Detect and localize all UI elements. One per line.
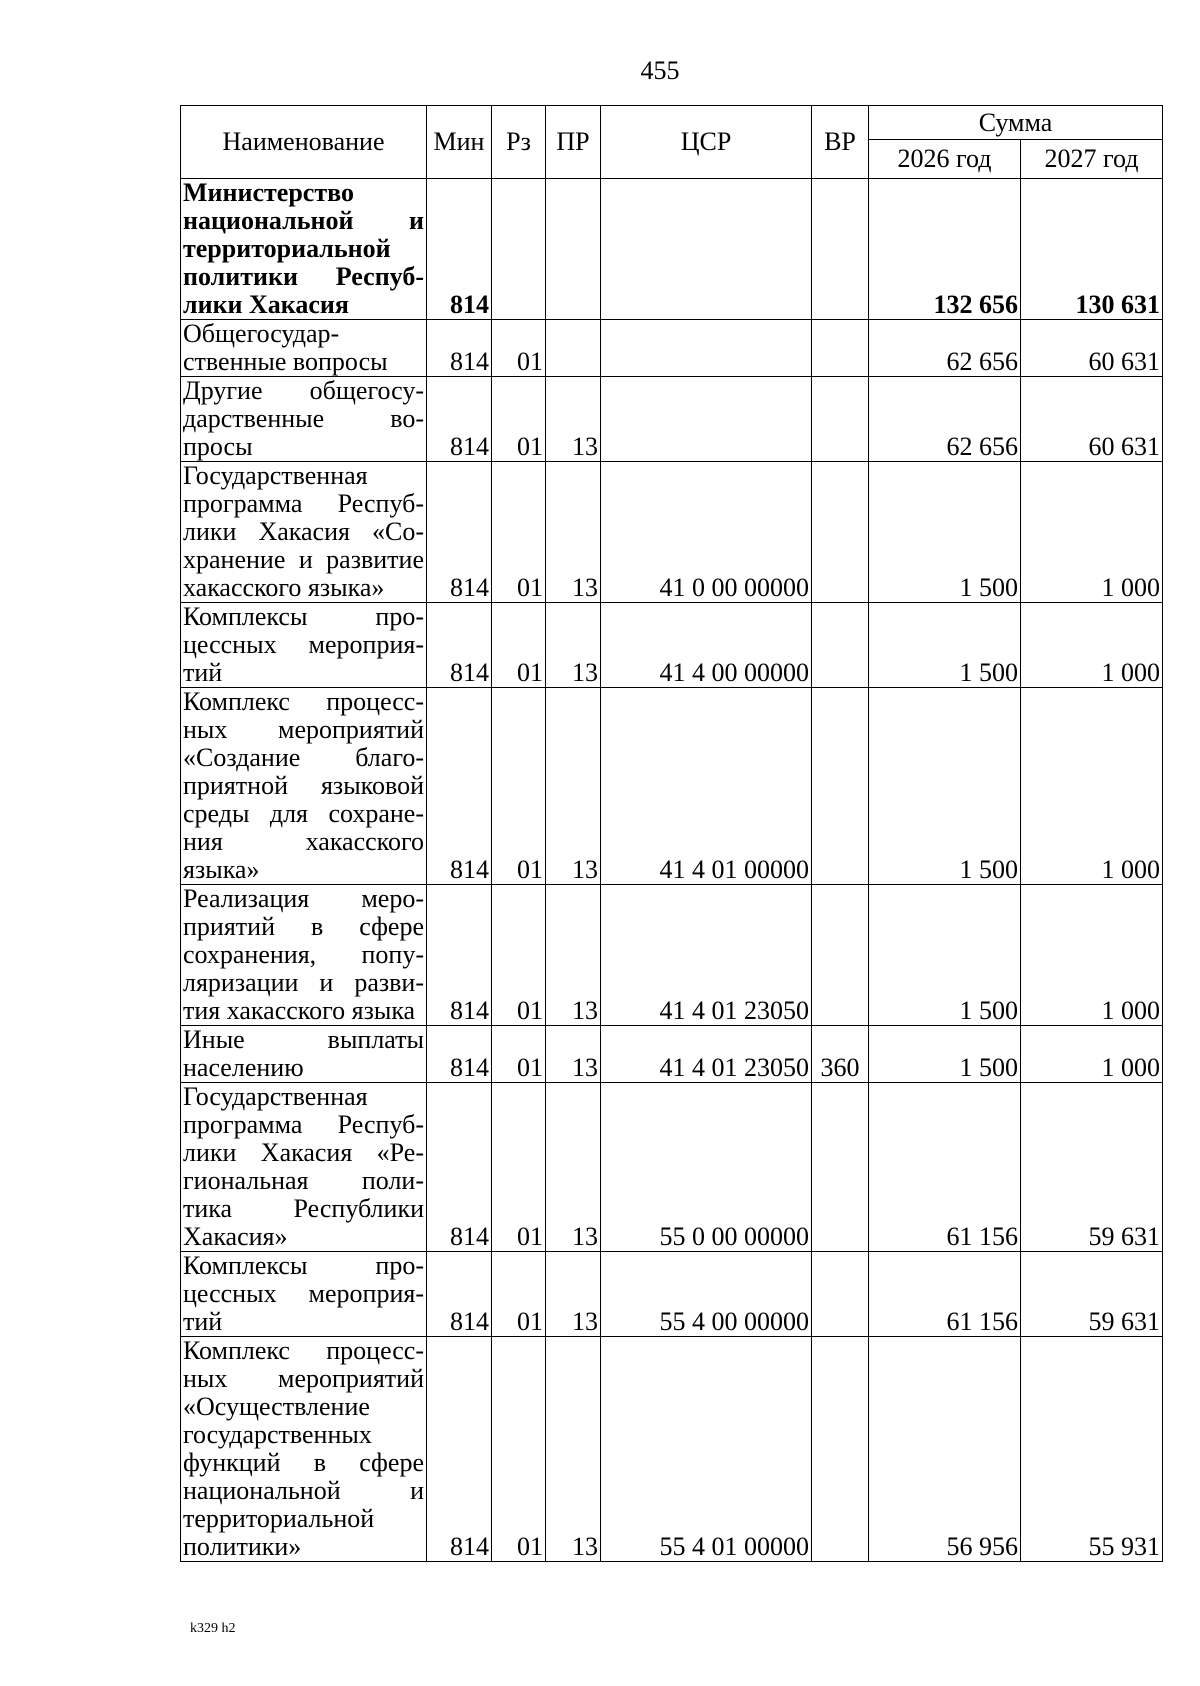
- cell-pr: [546, 179, 601, 320]
- table-row: [181, 1026, 1163, 1083]
- cell-pr: 13: [546, 1337, 601, 1562]
- cell-sum-2027: 60 631: [1021, 320, 1163, 377]
- cell-sum-2026: 61 156: [869, 1252, 1021, 1337]
- cell-csr: 41 0 00 00000: [601, 462, 812, 603]
- cell-rz: [492, 179, 546, 320]
- cell-name: Государственная программа Респуб-лики Хакасия «Со-хранение и развитие хакасского языка»: [181, 462, 427, 603]
- table-row: [181, 320, 1163, 377]
- cell-csr: [601, 179, 812, 320]
- cell-sum-2026: 62 656: [869, 320, 1021, 377]
- cell-csr: 41 4 01 23050: [601, 885, 812, 1026]
- cell-vr: [812, 1252, 869, 1337]
- cell-sum-2027: 130 631: [1021, 179, 1163, 320]
- cell-min: 814: [427, 1026, 492, 1083]
- cell-rz: 01: [492, 885, 546, 1026]
- cell-pr: 13: [546, 1252, 601, 1337]
- cell-rz: 01: [492, 1252, 546, 1337]
- cell-name: Государственная программа Респуб-лики Хакасия «Ре-гиональная поли-тика Республики Хакасия»: [181, 1083, 427, 1252]
- cell-name: Другие общегосу-дарственные во-просы: [181, 377, 427, 462]
- cell-csr: [601, 377, 812, 462]
- cell-name: Комплексы про-цессных мероприя-тий: [181, 603, 427, 688]
- cell-csr: 41 4 01 23050: [601, 1026, 812, 1083]
- cell-csr: 55 4 00 00000: [601, 1252, 812, 1337]
- page-number: 455: [640, 56, 680, 85]
- header-vr: ВР: [812, 106, 869, 179]
- header-sum: Сумма: [869, 106, 1163, 140]
- header-csr: ЦСР: [601, 106, 812, 179]
- cell-min: 814: [427, 320, 492, 377]
- cell-rz: 01: [492, 462, 546, 603]
- cell-sum-2027: 60 631: [1021, 377, 1163, 462]
- cell-min: 814: [427, 603, 492, 688]
- cell-name: Реализация меро-приятий в сфере сохранения, попу-ляризации и разви-тия хакасского языка: [181, 885, 427, 1026]
- cell-vr: [812, 603, 869, 688]
- cell-sum-2026: 1 500: [869, 885, 1021, 1026]
- cell-pr: 13: [546, 603, 601, 688]
- cell-vr: [812, 179, 869, 320]
- cell-min: 814: [427, 688, 492, 885]
- cell-min: 814: [427, 1337, 492, 1562]
- cell-pr: [546, 320, 601, 377]
- header-year-2026: 2026 год: [869, 140, 1021, 179]
- cell-sum-2027: 59 631: [1021, 1252, 1163, 1337]
- cell-min: 814: [427, 377, 492, 462]
- cell-name: Комплекс процесс-ных мероприятий «Осуществление государственных функций в сфере национальной и территориальной политики»: [181, 1337, 427, 1562]
- cell-pr: 13: [546, 377, 601, 462]
- cell-sum-2027: 1 000: [1021, 462, 1163, 603]
- cell-min: 814: [427, 462, 492, 603]
- table-row: [181, 377, 1163, 462]
- cell-sum-2026: 1 500: [869, 462, 1021, 603]
- cell-rz: 01: [492, 320, 546, 377]
- cell-rz: 01: [492, 1083, 546, 1252]
- cell-min: 814: [427, 885, 492, 1026]
- cell-sum-2027: 1 000: [1021, 885, 1163, 1026]
- cell-sum-2026: 62 656: [869, 377, 1021, 462]
- cell-vr: [812, 462, 869, 603]
- cell-pr: 13: [546, 1083, 601, 1252]
- cell-name: Иные выплаты населению: [181, 1026, 427, 1083]
- cell-sum-2026: 61 156: [869, 1083, 1021, 1252]
- table-row: [181, 885, 1163, 1026]
- cell-sum-2026: 1 500: [869, 603, 1021, 688]
- header-year-2027: 2027 год: [1021, 140, 1163, 179]
- header-name: Наименование: [181, 106, 427, 179]
- cell-sum-2026: 1 500: [869, 688, 1021, 885]
- cell-vr: [812, 377, 869, 462]
- cell-vr: [812, 885, 869, 1026]
- cell-sum-2026: 132 656: [869, 179, 1021, 320]
- cell-pr: 13: [546, 688, 601, 885]
- header-rz: Рз: [492, 106, 546, 179]
- cell-sum-2026: 56 956: [869, 1337, 1021, 1562]
- cell-sum-2027: 1 000: [1021, 688, 1163, 885]
- cell-rz: 01: [492, 377, 546, 462]
- cell-name: Комплекс процесс-ных мероприятий «Создание благо-приятной языковой среды для сохране-ния хакасского языка»: [181, 688, 427, 885]
- table-row: [181, 1337, 1163, 1562]
- table-row: [181, 1252, 1163, 1337]
- cell-vr: [812, 1083, 869, 1252]
- cell-pr: 13: [546, 885, 601, 1026]
- cell-csr: 41 4 00 00000: [601, 603, 812, 688]
- cell-sum-2027: 59 631: [1021, 1083, 1163, 1252]
- table-row: [181, 462, 1163, 603]
- cell-pr: 13: [546, 462, 601, 603]
- cell-name: Комплексы про-цессных мероприя-тий: [181, 1252, 427, 1337]
- cell-name: Общегосудар-ственные вопросы: [181, 320, 427, 377]
- cell-rz: 01: [492, 1337, 546, 1562]
- table-row: [181, 603, 1163, 688]
- cell-csr: 55 4 01 00000: [601, 1337, 812, 1562]
- cell-min: 814: [427, 1252, 492, 1337]
- cell-csr: 41 4 01 00000: [601, 688, 812, 885]
- cell-sum-2026: 1 500: [869, 1026, 1021, 1083]
- cell-min: 814: [427, 179, 492, 320]
- cell-vr: [812, 688, 869, 885]
- table-row: [181, 688, 1163, 885]
- table-row: [181, 1083, 1163, 1252]
- cell-sum-2027: 55 931: [1021, 1337, 1163, 1562]
- cell-rz: 01: [492, 688, 546, 885]
- cell-csr: 55 0 00 00000: [601, 1083, 812, 1252]
- footer-code: k329 h2: [190, 1621, 236, 1636]
- budget-table: [180, 105, 1163, 1562]
- cell-min: 814: [427, 1083, 492, 1252]
- cell-vr: 360: [812, 1026, 869, 1083]
- cell-name: Министерство национальной и территориальной политики Респуб-лики Хакасия: [181, 179, 427, 320]
- header-min: Мин: [427, 106, 492, 179]
- cell-vr: [812, 1337, 869, 1562]
- table-row: [181, 179, 1163, 320]
- header-pr: ПР: [546, 106, 601, 179]
- table-body: [181, 179, 1163, 1562]
- cell-vr: [812, 320, 869, 377]
- cell-csr: [601, 320, 812, 377]
- cell-pr: 13: [546, 1026, 601, 1083]
- cell-sum-2027: 1 000: [1021, 1026, 1163, 1083]
- cell-rz: 01: [492, 1026, 546, 1083]
- cell-sum-2027: 1 000: [1021, 603, 1163, 688]
- cell-rz: 01: [492, 603, 546, 688]
